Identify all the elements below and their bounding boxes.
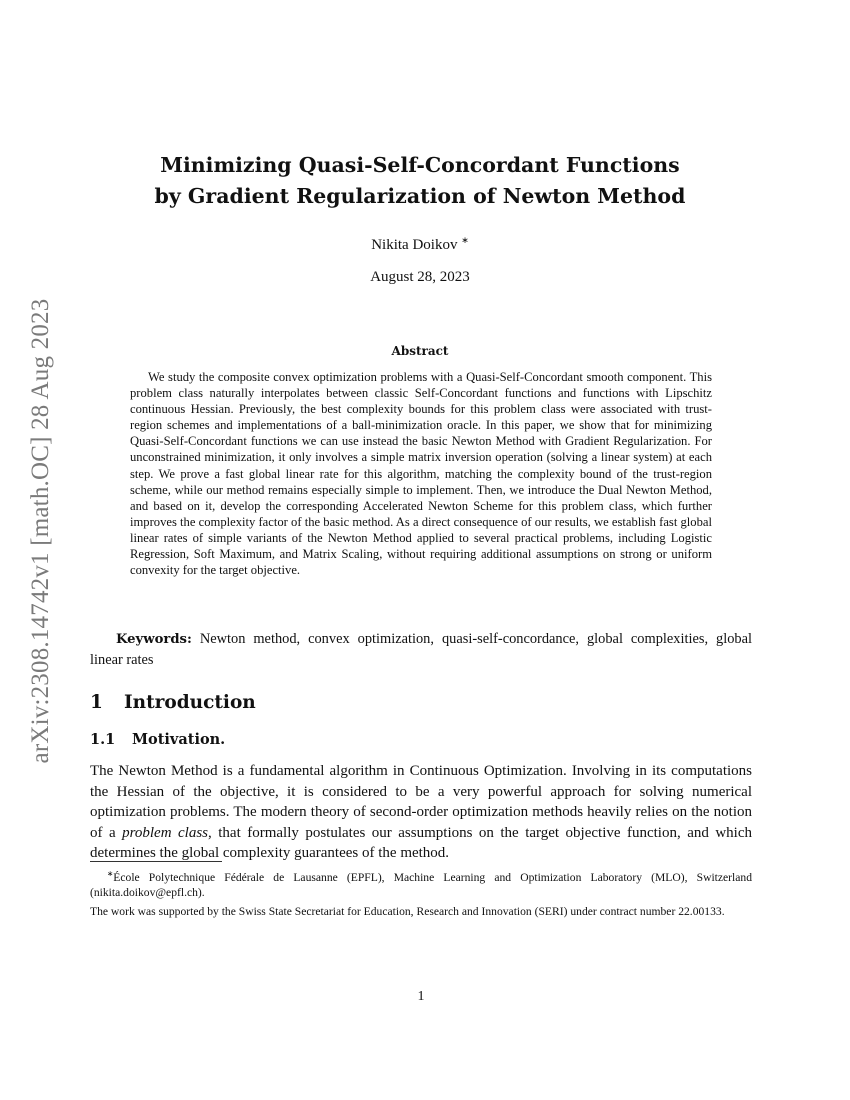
footnote-text: École Polytechnique Fédérale de Lausanne (EPFL), Machine Learning and Optimization Laboratory (MLO), Switzerland (nikita.doikov@epfl.ch). xyxy=(90,870,752,900)
footnote-divider xyxy=(90,861,222,862)
arxiv-identifier-stamp: arXiv:2308.14742v1 [math.OC] 28 Aug 2023 xyxy=(27,298,54,764)
intro-text-before: The Newton Method is a fundamental algorithm in Continuous Optimization. Involving in its computations the Hessian of the objective, it is considered to be a very powerful approach for solving numerical optimization problems. The modern theory of second-order optimization methods heavily relies on the notion of a xyxy=(90,763,752,841)
footnote-mark: ∗ xyxy=(107,869,114,878)
subsection-number: 1.1 xyxy=(90,731,116,748)
title-line-1: Minimizing Quasi-Self-Concordant Functions xyxy=(160,153,680,177)
subsection-title: Motivation. xyxy=(132,731,226,748)
author-footnote-mark: ∗ xyxy=(461,235,469,245)
paper-title xyxy=(90,150,750,212)
author-name: Nikita Doikov xyxy=(371,237,458,253)
paper-date: August 28, 2023 xyxy=(370,269,470,285)
intro-paragraph xyxy=(90,761,752,864)
intro-text-after: , that formally postulates our assumptions on the target objective function, and which determines the global complexity guarantees of the method. xyxy=(90,824,752,861)
subsection-heading xyxy=(90,731,225,748)
funding-note: The work was supported by the Swiss State Secretariat for Education, Research and Innovation (SERI) under contract number 22.00133. xyxy=(90,905,725,918)
keywords-text: Newton method, convex optimization, quasi-self-concordance, global complexities, global linear rates xyxy=(90,631,752,668)
abstract-text: We study the composite convex optimization problems with a Quasi-Self-Concordant smooth component. This problem class naturally interpolates between classic Self-Concordant functions and functions with Lipschitz continuous Hessian. Previously, the best complexity bounds for this problem class were associated with trust-region schemes and implementations of a ball-minimization oracle. In this paper, we show that for minimizing Quasi-Self-Concordant functions we can use instead the basic Newton Method with Gradient Regularization. For unconstrained minimization, it only involves a simple matrix inversion operation (solving a linear system) at each step. We prove a fast global linear rate for this algorithm, matching the complexity bound of the trust-region scheme, while our method remains especially simple to implement. Then, we introduce the Dual Newton Method, and based on it, develop the corresponding Accelerated Newton Scheme for this problem class, which further improves the complexity factor of the basic method. As a direct consequence of our results, we establish fast global linear rates of simple variants of the Newton Method applied to several practical problems, including Logistic Regression, Soft Maximum, and Matrix Scaling, without requiring additional assumptions on strong or uniform convexity for the target objective. xyxy=(130,370,712,578)
section-number: 1 xyxy=(90,692,103,713)
intro-emphasis: problem class xyxy=(122,824,209,841)
title-line-2: by Gradient Regularization of Newton Method xyxy=(154,184,686,208)
keywords-paragraph xyxy=(90,629,752,670)
author-line xyxy=(90,235,750,254)
keywords-label: Keywords: xyxy=(116,632,192,647)
section-heading xyxy=(90,692,256,713)
page-number: 1 xyxy=(417,989,425,1004)
abstract-heading: Abstract xyxy=(391,344,449,358)
section-title: Introduction xyxy=(124,692,256,713)
affiliation-footnote xyxy=(90,866,752,901)
